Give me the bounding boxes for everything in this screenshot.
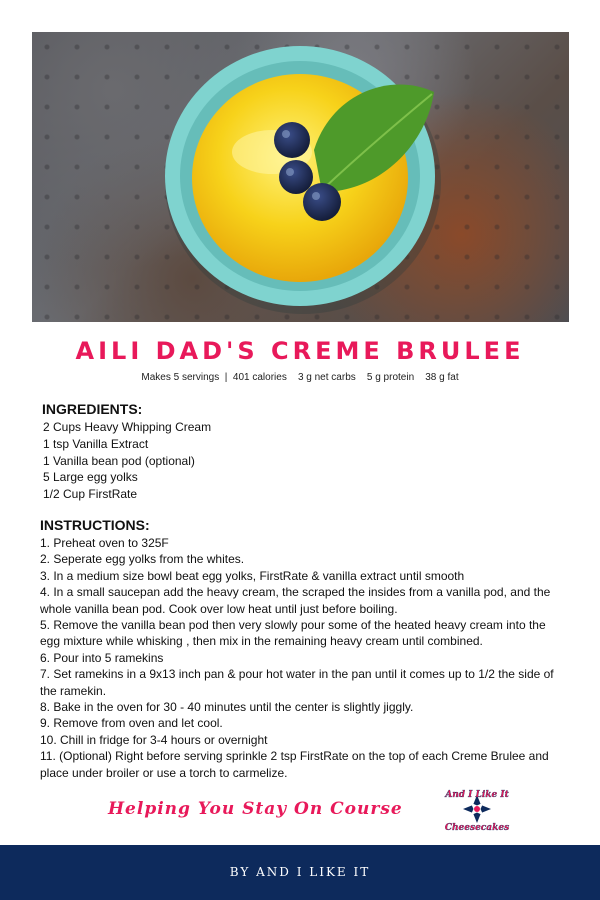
instructions-list	[40, 535, 560, 781]
creme-brulee-photo	[32, 32, 569, 322]
ingredients-heading: INGREDIENTS:	[42, 401, 143, 417]
instruction-step: 2. Seperate egg yolks from the whites.	[40, 552, 245, 567]
instruction-step: 8. Bake in the oven for 30 - 40 minutes until the center is slightly jiggly.	[40, 700, 414, 715]
instructions-heading: INSTRUCTIONS:	[40, 517, 150, 533]
ingredient-item: 2 Cups Heavy Whipping Cream	[43, 420, 212, 434]
footer-credit: BY AND I LIKE IT	[229, 865, 371, 879]
tagline: Helping You Stay On Course	[108, 799, 403, 819]
instruction-step: 1. Preheat oven to 325F	[40, 536, 169, 550]
ingredients-list	[43, 419, 211, 503]
instruction-step: 5. Remove the vanilla bean pod then very slowly pour some of the heated heavy cream into the egg mixture while whisking , then mix in the remaining heavy cream until combined.	[40, 618, 546, 649]
footer-bar	[0, 845, 600, 900]
blueberry	[303, 183, 341, 221]
nutrition-info: Makes 5 servings | 401 calories 3 g net carbs 5 g protein 38 g fat	[141, 372, 459, 383]
logo-line1: And I Like It	[445, 790, 509, 800]
instruction-step: 4. In a small saucepan add the heavy cream, the scraped the insides from a vanilla pod, and the whole vanilla bean pod. Cook over low heat until just before boiling.	[40, 585, 551, 616]
instruction-step: 10. Chill in fridge for 3-4 hours or overnight	[40, 732, 268, 747]
brand-logo	[440, 787, 515, 835]
blueberry	[274, 122, 310, 158]
ingredient-item: 1/2 Cup FirstRate	[43, 487, 138, 502]
ramekin-illustration	[32, 32, 569, 322]
logo-line2: Cheesecakes	[444, 823, 510, 833]
instruction-step: 11. (Optional) Right before serving sprinkle 2 tsp FirstRate on the top of each Creme Brulee and place under broiler or use a torch to carmelize.	[40, 749, 549, 780]
ingredient-item: 1 Vanilla bean pod (optional)	[43, 453, 195, 468]
instruction-step: 9. Remove from oven and let cool.	[40, 716, 223, 731]
blueberry	[279, 160, 313, 194]
instruction-step: 6. Pour into 5 ramekins	[40, 650, 164, 665]
ingredient-item: 1 tsp Vanilla Extract	[43, 436, 149, 451]
instruction-step: 7. Set ramekins in a 9x13 inch pan & pour hot water in the pan until it comes up to 1/2 the side of the ramekin.	[40, 667, 554, 698]
recipe-title: AILI DAD'S CREME BRULEE	[75, 337, 525, 365]
instruction-step: 3. In a medium size bowl beat egg yolks, FirstRate & vanilla extract until smooth	[40, 568, 465, 583]
ingredient-item: 5 Large egg yolks	[43, 470, 138, 485]
